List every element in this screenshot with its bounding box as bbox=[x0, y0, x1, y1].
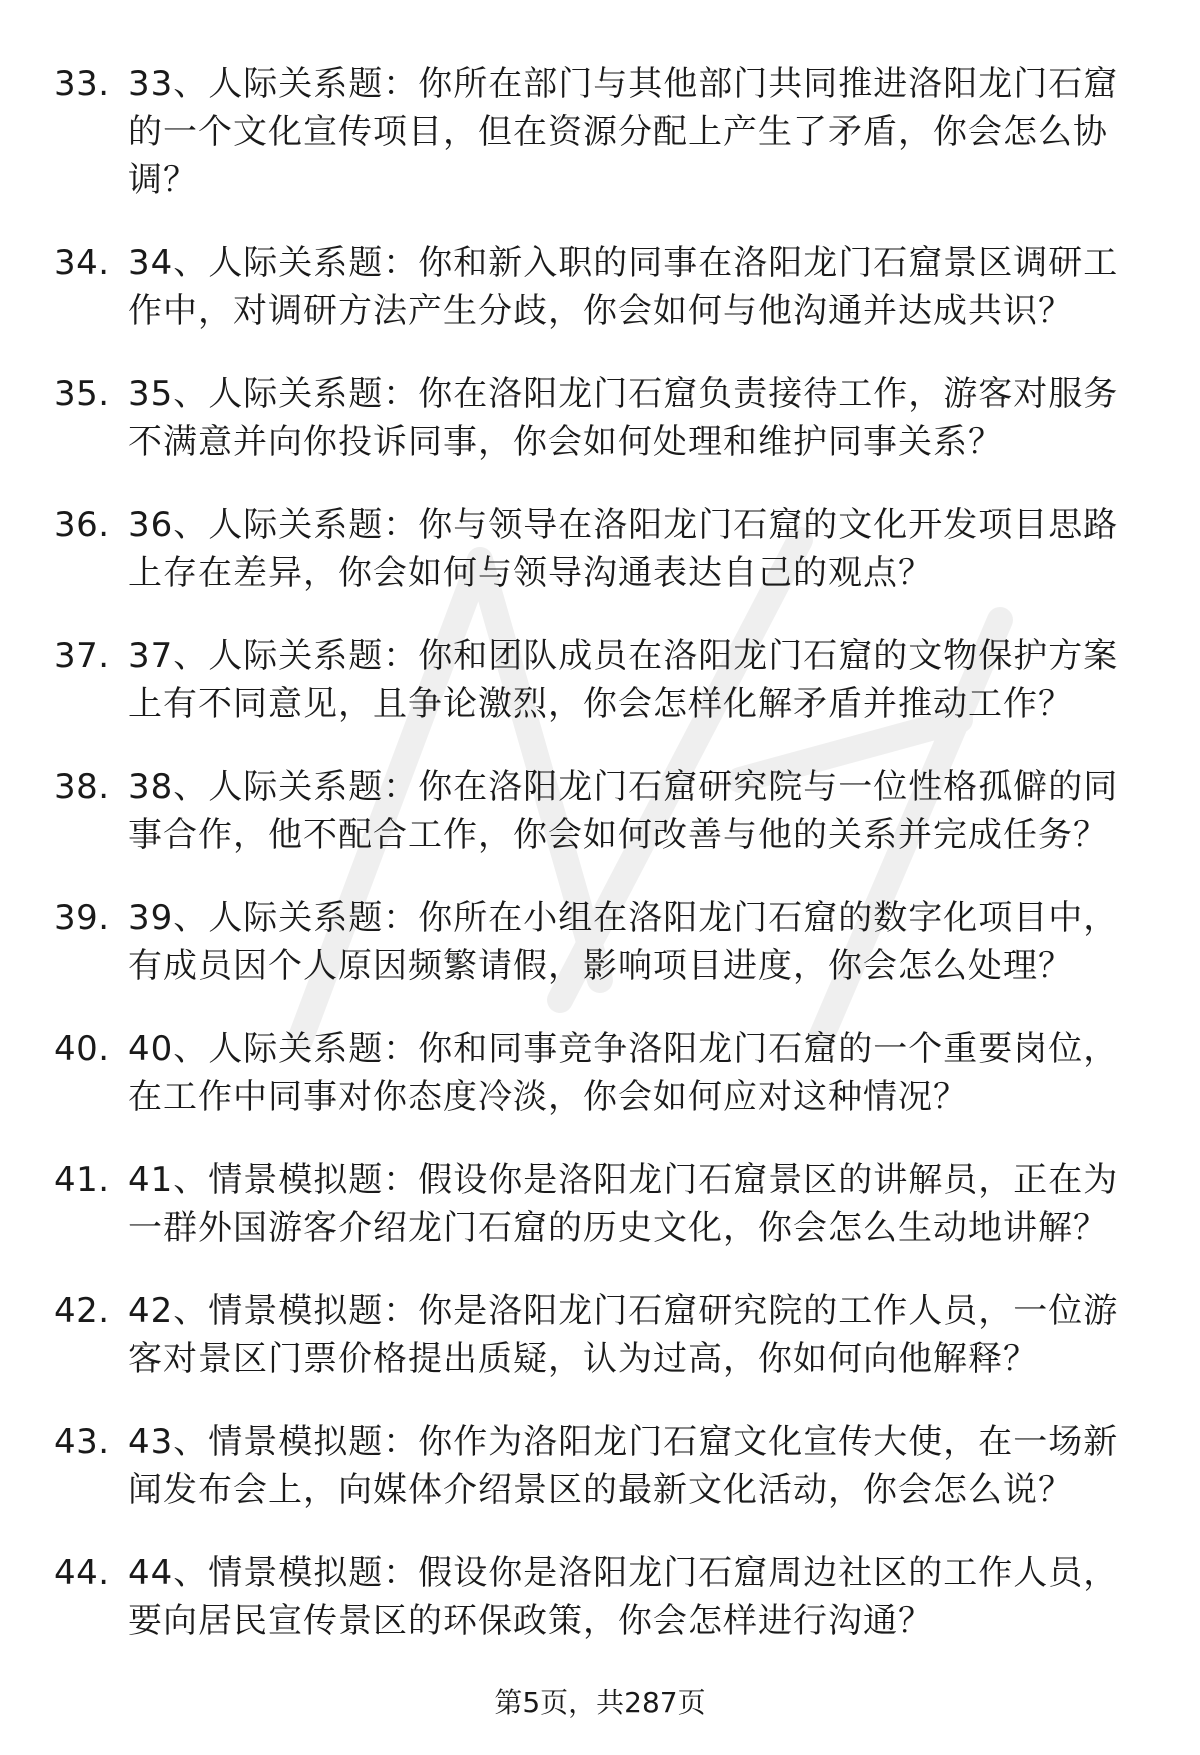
question-line: 38、人际关系题：你在洛阳龙门石窟研究院与一位性格孤僻的同 bbox=[128, 767, 1119, 807]
question-line: 在工作中同事对你态度冷淡，你会如何应对这种情况？ bbox=[128, 1077, 968, 1117]
question-text bbox=[128, 1418, 1153, 1514]
question-text bbox=[128, 60, 1153, 204]
question-item bbox=[0, 1408, 1200, 1518]
question-line: 41、情景模拟题：假设你是洛阳龙门石窟景区的讲解员，正在为 bbox=[128, 1160, 1119, 1200]
question-line: 40、人际关系题：你和同事竞争洛阳龙门石窟的一个重要岗位， bbox=[128, 1029, 1119, 1069]
question-number: 33. bbox=[54, 64, 110, 104]
question-line: 37、人际关系题：你和团队成员在洛阳龙门石窟的文物保护方案 bbox=[128, 636, 1119, 676]
question-list bbox=[0, 50, 1200, 1670]
question-number: 44. bbox=[54, 1553, 110, 1593]
question-text bbox=[128, 763, 1153, 859]
question-number: 37. bbox=[54, 636, 110, 676]
question-line: 35、人际关系题：你在洛阳龙门石窟负责接待工作，游客对服务 bbox=[128, 374, 1119, 414]
question-line: 客对景区门票价格提出质疑，认为过高，你如何向他解释？ bbox=[128, 1339, 1038, 1379]
question-number: 34. bbox=[54, 243, 110, 283]
question-item bbox=[0, 1277, 1200, 1387]
question-line: 一群外国游客介绍龙门石窟的历史文化，你会怎么生动地讲解？ bbox=[128, 1208, 1108, 1248]
question-number: 35. bbox=[54, 374, 110, 414]
question-item bbox=[0, 753, 1200, 863]
question-line: 36、人际关系题：你与领导在洛阳龙门石窟的文化开发项目思路 bbox=[128, 505, 1119, 545]
question-line: 34、人际关系题：你和新入职的同事在洛阳龙门石窟景区调研工 bbox=[128, 243, 1119, 283]
question-text bbox=[128, 239, 1153, 335]
question-line: 作中，对调研方法产生分歧，你会如何与他沟通并达成共识？ bbox=[128, 291, 1073, 331]
question-line: 43、情景模拟题：你作为洛阳龙门石窟文化宣传大使，在一场新 bbox=[128, 1422, 1119, 1462]
question-item bbox=[0, 1539, 1200, 1649]
question-item bbox=[0, 229, 1200, 339]
question-item bbox=[0, 884, 1200, 994]
question-line: 的一个文化宣传项目，但在资源分配上产生了矛盾，你会怎么协 bbox=[128, 112, 1108, 152]
question-line: 39、人际关系题：你所在小组在洛阳龙门石窟的数字化项目中， bbox=[128, 898, 1119, 938]
question-line: 上有不同意见，且争论激烈，你会怎样化解矛盾并推动工作？ bbox=[128, 684, 1073, 724]
question-text bbox=[128, 501, 1153, 597]
question-item bbox=[0, 1015, 1200, 1125]
question-text bbox=[128, 1025, 1153, 1121]
question-item bbox=[0, 1146, 1200, 1256]
question-number: 36. bbox=[54, 505, 110, 545]
question-line: 不满意并向你投诉同事，你会如何处理和维护同事关系？ bbox=[128, 422, 1003, 462]
question-line: 调？ bbox=[128, 160, 198, 200]
question-line: 闻发布会上，向媒体介绍景区的最新文化活动，你会怎么说？ bbox=[128, 1470, 1073, 1510]
question-line: 上存在差异，你会如何与领导沟通表达自己的观点？ bbox=[128, 553, 933, 593]
question-line: 事合作，他不配合工作，你会如何改善与他的关系并完成任务？ bbox=[128, 815, 1108, 855]
question-number: 43. bbox=[54, 1422, 110, 1462]
question-item bbox=[0, 491, 1200, 601]
question-line: 有成员因个人原因频繁请假，影响项目进度，你会怎么处理？ bbox=[128, 946, 1073, 986]
page-footer: 第5页，共287页 bbox=[494, 1686, 706, 1719]
question-text bbox=[128, 1156, 1153, 1252]
question-number: 41. bbox=[54, 1160, 110, 1200]
question-item bbox=[0, 50, 1200, 208]
question-line: 42、情景模拟题：你是洛阳龙门石窟研究院的工作人员，一位游 bbox=[128, 1291, 1119, 1331]
question-number: 40. bbox=[54, 1029, 110, 1069]
question-text bbox=[128, 1287, 1153, 1383]
question-number: 39. bbox=[54, 898, 110, 938]
question-line: 33、人际关系题：你所在部门与其他部门共同推进洛阳龙门石窟 bbox=[128, 64, 1119, 104]
question-item bbox=[0, 622, 1200, 732]
question-number: 42. bbox=[54, 1291, 110, 1331]
question-item bbox=[0, 360, 1200, 470]
question-text bbox=[128, 632, 1153, 728]
question-line: 44、情景模拟题：假设你是洛阳龙门石窟周边社区的工作人员， bbox=[128, 1553, 1119, 1593]
question-text bbox=[128, 1549, 1153, 1645]
question-line: 要向居民宣传景区的环保政策，你会怎样进行沟通？ bbox=[128, 1601, 933, 1641]
question-text bbox=[128, 894, 1153, 990]
question-text bbox=[128, 370, 1153, 466]
question-number: 38. bbox=[54, 767, 110, 807]
